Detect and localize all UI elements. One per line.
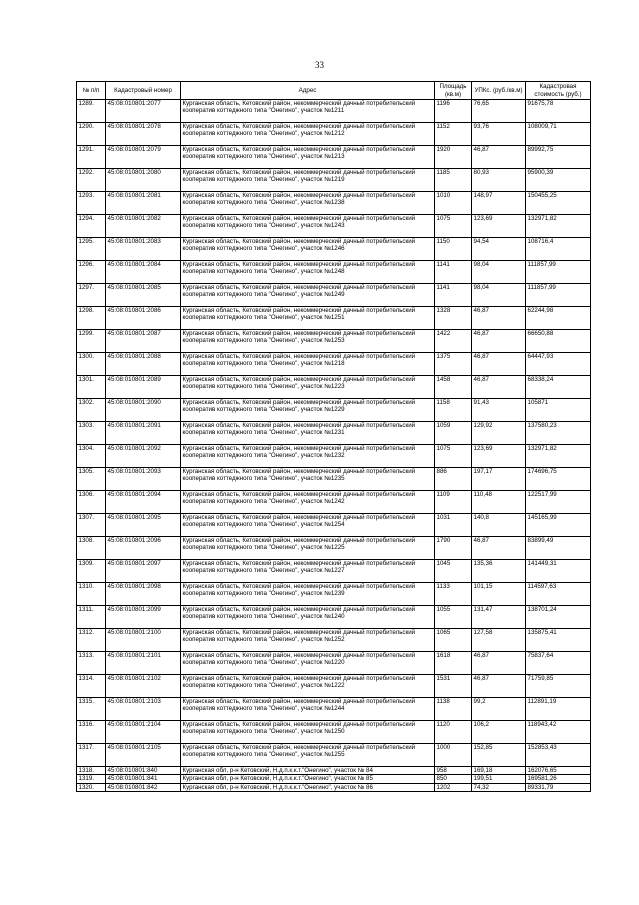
upks-cell: 46,87 xyxy=(472,330,526,353)
row-number-cell: 1302. xyxy=(77,399,106,422)
address-cell: Курганская область, Кетовский район, некоммерческий дачный потребительский кооператив коттеджного типа "Онегино", участок №1243 xyxy=(181,215,435,238)
header-address: Адрес xyxy=(181,82,435,100)
area-cell: 1196 xyxy=(435,100,472,123)
address-cell: Курганская область, Кетовский район, некоммерческий дачный потребительский кооператив коттеджного типа "Онегино", участок №1218 xyxy=(181,353,435,376)
cadastral-number-cell: 45:08:010801:2100 xyxy=(106,629,181,652)
area-cell: 958 xyxy=(435,767,472,775)
row-number-cell: 1308. xyxy=(77,537,106,560)
cadastral-number-cell: 45:08:010801:2087 xyxy=(106,330,181,353)
cadastral-value-cell: 118943,42 xyxy=(526,721,591,744)
upks-cell: 123,69 xyxy=(472,445,526,468)
cadastral-number-cell: 45:08:010801:2097 xyxy=(106,560,181,583)
cadastral-number-cell: 45:08:010801:2099 xyxy=(106,606,181,629)
upks-cell: 46,87 xyxy=(472,537,526,560)
cadastral-value-cell: 112891,19 xyxy=(526,698,591,721)
page-number: 33 xyxy=(315,60,324,70)
upks-cell: 197,17 xyxy=(472,468,526,491)
cadastral-value-cell: 138701,24 xyxy=(526,606,591,629)
address-cell: Курганская область, Кетовский район, некоммерческий дачный потребительский кооператив коттеджного типа "Онегино", участок №1235 xyxy=(181,468,435,491)
area-cell: 850 xyxy=(435,775,472,783)
cadastral-value-cell: 152853,43 xyxy=(526,744,591,767)
cadastral-number-cell: 45:08:010801:2101 xyxy=(106,652,181,675)
address-cell: Курганская область, Кетовский район, некоммерческий дачный потребительский кооператив коттеджного типа "Онегино", участок №1227 xyxy=(181,560,435,583)
table-row xyxy=(77,783,591,791)
table-row xyxy=(77,445,591,468)
upks-cell: 140,8 xyxy=(472,514,526,537)
cadastral-value-cell: 83899,49 xyxy=(526,537,591,560)
table-row xyxy=(77,123,591,146)
table-row xyxy=(77,238,591,261)
area-cell: 1158 xyxy=(435,399,472,422)
row-number-cell: 1298. xyxy=(77,307,106,330)
row-number-cell: 1306. xyxy=(77,491,106,514)
area-cell: 1202 xyxy=(435,783,472,791)
table-row xyxy=(77,721,591,744)
cadastral-number-cell: 45:08:010801:2096 xyxy=(106,537,181,560)
row-number-cell: 1289. xyxy=(77,100,106,123)
upks-cell: 46,87 xyxy=(472,675,526,698)
row-number-cell: 1290. xyxy=(77,123,106,146)
table-row xyxy=(77,376,591,399)
row-number-cell: 1311. xyxy=(77,606,106,629)
row-number-cell: 1303. xyxy=(77,422,106,445)
area-cell: 1133 xyxy=(435,583,472,606)
cadastral-number-cell: 45:08:010801:2104 xyxy=(106,721,181,744)
address-cell: Курганская область, Кетовский район, некоммерческий дачный потребительский кооператив коттеджного типа "Онегино", участок №1220 xyxy=(181,652,435,675)
cadastral-number-cell: 45:08:010801:842 xyxy=(106,783,181,791)
cadastral-value-cell: 141449,31 xyxy=(526,560,591,583)
cadastral-number-cell: 45:08:010801:2080 xyxy=(106,169,181,192)
cadastral-value-cell: 122517,99 xyxy=(526,491,591,514)
row-number-cell: 1320. xyxy=(77,783,106,791)
cadastral-number-cell: 45:08:010801:840 xyxy=(106,767,181,775)
cadastral-value-cell: 108009,71 xyxy=(526,123,591,146)
table-row xyxy=(77,100,591,123)
cadastral-number-cell: 45:08:010801:2103 xyxy=(106,698,181,721)
cadastral-number-cell: 45:08:010801:2084 xyxy=(106,261,181,284)
area-cell: 1055 xyxy=(435,606,472,629)
cadastral-value-cell: 68338,24 xyxy=(526,376,591,399)
cadastral-table xyxy=(76,81,591,792)
address-cell: Курганская область, Кетовский район, некоммерческий дачный потребительский кооператив коттеджного типа "Онегино", участок №1240 xyxy=(181,606,435,629)
row-number-cell: 1309. xyxy=(77,560,106,583)
row-number-cell: 1292. xyxy=(77,169,106,192)
upks-cell: 129,92 xyxy=(472,422,526,445)
cadastral-value-cell: 150455,25 xyxy=(526,192,591,215)
address-cell: Курганская область, Кетовский район, некоммерческий дачный потребительский кооператив коттеджного типа "Онегино", участок №1213 xyxy=(181,146,435,169)
upks-cell: 74,32 xyxy=(472,783,526,791)
cadastral-value-cell: 145165,99 xyxy=(526,514,591,537)
area-cell: 1185 xyxy=(435,169,472,192)
cadastral-number-cell: 45:08:010801:2088 xyxy=(106,353,181,376)
area-cell: 1422 xyxy=(435,330,472,353)
cadastral-number-cell: 45:08:010801:841 xyxy=(106,775,181,783)
cadastral-number-cell: 45:08:010801:2089 xyxy=(106,376,181,399)
cadastral-number-cell: 45:08:010801:2102 xyxy=(106,675,181,698)
table-row xyxy=(77,675,591,698)
area-cell: 1059 xyxy=(435,422,472,445)
cadastral-number-cell: 45:08:010801:2081 xyxy=(106,192,181,215)
area-cell: 1375 xyxy=(435,353,472,376)
row-number-cell: 1293. xyxy=(77,192,106,215)
area-cell: 1618 xyxy=(435,652,472,675)
upks-cell: 91,43 xyxy=(472,399,526,422)
cadastral-number-cell: 45:08:010801:2086 xyxy=(106,307,181,330)
area-cell: 1065 xyxy=(435,629,472,652)
area-cell: 886 xyxy=(435,468,472,491)
header-value: Кадастровая стоимость (руб.) xyxy=(526,82,591,100)
address-cell: Курганская область, Кетовский район, некоммерческий дачный потребительский кооператив коттеджного типа "Онегино", участок №1223 xyxy=(181,376,435,399)
table-row xyxy=(77,491,591,514)
area-cell: 1141 xyxy=(435,261,472,284)
address-cell: Курганская область, Кетовский район, некоммерческий дачный потребительский кооператив коттеджного типа "Онегино", участок №1242 xyxy=(181,491,435,514)
cadastral-value-cell: 169581,26 xyxy=(526,775,591,783)
row-number-cell: 1318. xyxy=(77,767,106,775)
upks-cell: 99,2 xyxy=(472,698,526,721)
upks-cell: 98,04 xyxy=(472,284,526,307)
table-row xyxy=(77,468,591,491)
cadastral-number-cell: 45:08:010801:2079 xyxy=(106,146,181,169)
cadastral-value-cell: 111857,99 xyxy=(526,284,591,307)
row-number-cell: 1313. xyxy=(77,652,106,675)
table-row xyxy=(77,169,591,192)
row-number-cell: 1314. xyxy=(77,675,106,698)
row-number-cell: 1316. xyxy=(77,721,106,744)
table-row xyxy=(77,537,591,560)
cadastral-number-cell: 45:08:010801:2093 xyxy=(106,468,181,491)
area-cell: 1109 xyxy=(435,491,472,514)
cadastral-number-cell: 45:08:010801:2092 xyxy=(106,445,181,468)
area-cell: 1328 xyxy=(435,307,472,330)
area-cell: 1531 xyxy=(435,675,472,698)
row-number-cell: 1299. xyxy=(77,330,106,353)
row-number-cell: 1300. xyxy=(77,353,106,376)
upks-cell: 169,18 xyxy=(472,767,526,775)
header-num: № п/п xyxy=(77,82,106,100)
table-row xyxy=(77,353,591,376)
address-cell: Курганская область, Кетовский район, некоммерческий дачный потребительский кооператив коттеджного типа "Онегино", участок №1231 xyxy=(181,422,435,445)
address-cell: Курганская область, Кетовский район, некоммерческий дачный потребительский кооператив коттеджного типа "Онегино", участок №1238 xyxy=(181,192,435,215)
cadastral-number-cell: 45:08:010801:2090 xyxy=(106,399,181,422)
table-header-row xyxy=(77,82,591,100)
table-row xyxy=(77,560,591,583)
address-cell: Курганская область, Кетовский район, некоммерческий дачный потребительский кооператив коттеджного типа "Онегино", участок №1211 xyxy=(181,100,435,123)
address-cell: Курганская область, Кетовский район, некоммерческий дачный потребительский кооператив коттеджного типа "Онегино", участок №1219 xyxy=(181,169,435,192)
table-row xyxy=(77,215,591,238)
table-row xyxy=(77,146,591,169)
row-number-cell: 1296. xyxy=(77,261,106,284)
upks-cell: 135,36 xyxy=(472,560,526,583)
cadastral-value-cell: 132971,82 xyxy=(526,445,591,468)
upks-cell: 101,15 xyxy=(472,583,526,606)
cadastral-number-cell: 45:08:010801:2083 xyxy=(106,238,181,261)
upks-cell: 46,87 xyxy=(472,353,526,376)
upks-cell: 46,87 xyxy=(472,146,526,169)
cadastral-value-cell: 66650,88 xyxy=(526,330,591,353)
table-row xyxy=(77,775,591,783)
table-row xyxy=(77,629,591,652)
table-row xyxy=(77,307,591,330)
row-number-cell: 1315. xyxy=(77,698,106,721)
table-row xyxy=(77,514,591,537)
upks-cell: 131,47 xyxy=(472,606,526,629)
upks-cell: 46,87 xyxy=(472,307,526,330)
row-number-cell: 1301. xyxy=(77,376,106,399)
address-cell: Курганская область, Кетовский район, некоммерческий дачный потребительский кооператив коттеджного типа "Онегино", участок №1250 xyxy=(181,721,435,744)
table-row xyxy=(77,606,591,629)
cadastral-value-cell: 135875,41 xyxy=(526,629,591,652)
address-cell: Курганская обл, р-н Кетовский, Н.д.п.к.к.т."Онегино", участок № 86 xyxy=(181,783,435,791)
cadastral-number-cell: 45:08:010801:2077 xyxy=(106,100,181,123)
address-cell: Курганская область, Кетовский район, некоммерческий дачный потребительский кооператив коттеджного типа "Онегино", участок №1212 xyxy=(181,123,435,146)
table-row xyxy=(77,698,591,721)
header-area: Площадь (кв.м) xyxy=(435,82,472,100)
row-number-cell: 1307. xyxy=(77,514,106,537)
area-cell: 1045 xyxy=(435,560,472,583)
address-cell: Курганская область, Кетовский район, некоммерческий дачный потребительский кооператив коттеджного типа "Онегино", участок №1255 xyxy=(181,744,435,767)
cadastral-value-cell: 64447,93 xyxy=(526,353,591,376)
cadastral-value-cell: 89992,75 xyxy=(526,146,591,169)
cadastral-value-cell: 62244,98 xyxy=(526,307,591,330)
row-number-cell: 1319. xyxy=(77,775,106,783)
area-cell: 1458 xyxy=(435,376,472,399)
table-row xyxy=(77,767,591,775)
cadastral-number-cell: 45:08:010801:2095 xyxy=(106,514,181,537)
area-cell: 1075 xyxy=(435,445,472,468)
cadastral-value-cell: 114597,63 xyxy=(526,583,591,606)
cadastral-number-cell: 45:08:010801:2082 xyxy=(106,215,181,238)
cadastral-value-cell: 132971,82 xyxy=(526,215,591,238)
table-row xyxy=(77,422,591,445)
row-number-cell: 1294. xyxy=(77,215,106,238)
cadastral-number-cell: 45:08:010801:2098 xyxy=(106,583,181,606)
area-cell: 1152 xyxy=(435,123,472,146)
table-row xyxy=(77,192,591,215)
upks-cell: 106,2 xyxy=(472,721,526,744)
upks-cell: 46,87 xyxy=(472,652,526,675)
cadastral-value-cell: 75837,64 xyxy=(526,652,591,675)
header-upks: УПКс. (руб./кв.м) xyxy=(472,82,526,100)
cadastral-number-cell: 45:08:010801:2085 xyxy=(106,284,181,307)
cadastral-value-cell: 71759,85 xyxy=(526,675,591,698)
area-cell: 1141 xyxy=(435,284,472,307)
table-row xyxy=(77,652,591,675)
upks-cell: 93,76 xyxy=(472,123,526,146)
area-cell: 1920 xyxy=(435,146,472,169)
table-row xyxy=(77,744,591,767)
address-cell: Курганская область, Кетовский район, некоммерческий дачный потребительский кооператив коттеджного типа "Онегино", участок №1251 xyxy=(181,307,435,330)
address-cell: Курганская область, Кетовский район, некоммерческий дачный потребительский кооператив коттеджного типа "Онегино", участок №1246 xyxy=(181,238,435,261)
table-row xyxy=(77,399,591,422)
cadastral-value-cell: 174696,75 xyxy=(526,468,591,491)
cadastral-value-cell: 108716,4 xyxy=(526,238,591,261)
upks-cell: 98,04 xyxy=(472,261,526,284)
cadastral-number-cell: 45:08:010801:2091 xyxy=(106,422,181,445)
table-row xyxy=(77,261,591,284)
address-cell: Курганская область, Кетовский район, некоммерческий дачный потребительский кооператив коттеджного типа "Онегино", участок №1229 xyxy=(181,399,435,422)
address-cell: Курганская область, Кетовский район, некоммерческий дачный потребительский кооператив коттеджного типа "Онегино", участок №1254 xyxy=(181,514,435,537)
area-cell: 1031 xyxy=(435,514,472,537)
area-cell: 1150 xyxy=(435,238,472,261)
address-cell: Курганская область, Кетовский район, некоммерческий дачный потребительский кооператив коттеджного типа "Онегино", участок №1232 xyxy=(181,445,435,468)
upks-cell: 123,69 xyxy=(472,215,526,238)
cadastral-value-cell: 95900,39 xyxy=(526,169,591,192)
area-cell: 1120 xyxy=(435,721,472,744)
row-number-cell: 1297. xyxy=(77,284,106,307)
area-cell: 1000 xyxy=(435,744,472,767)
upks-cell: 199,51 xyxy=(472,775,526,783)
upks-cell: 80,93 xyxy=(472,169,526,192)
area-cell: 1138 xyxy=(435,698,472,721)
cadastral-number-cell: 45:08:010801:2094 xyxy=(106,491,181,514)
area-cell: 1075 xyxy=(435,215,472,238)
header-cadastral: Кадастровый номер xyxy=(106,82,181,100)
row-number-cell: 1312. xyxy=(77,629,106,652)
upks-cell: 46,87 xyxy=(472,376,526,399)
cadastral-number-cell: 45:08:010801:2105 xyxy=(106,744,181,767)
row-number-cell: 1291. xyxy=(77,146,106,169)
table-row xyxy=(77,330,591,353)
cadastral-value-cell: 162076,65 xyxy=(526,767,591,775)
address-cell: Курганская обл, р-н Кетовский, Н.д.п.к.к.т."Онегино", участок № 85 xyxy=(181,775,435,783)
cadastral-value-cell: 137580,23 xyxy=(526,422,591,445)
address-cell: Курганская область, Кетовский район, некоммерческий дачный потребительский кооператив коттеджного типа "Онегино", участок №1253 xyxy=(181,330,435,353)
upks-cell: 127,58 xyxy=(472,629,526,652)
cadastral-value-cell: 89331,79 xyxy=(526,783,591,791)
address-cell: Курганская область, Кетовский район, некоммерческий дачный потребительский кооператив коттеджного типа "Онегино", участок №1222 xyxy=(181,675,435,698)
cadastral-value-cell: 91675,78 xyxy=(526,100,591,123)
address-cell: Курганская область, Кетовский район, некоммерческий дачный потребительский кооператив коттеджного типа "Онегино", участок №1244 xyxy=(181,698,435,721)
area-cell: 1010 xyxy=(435,192,472,215)
table-row xyxy=(77,583,591,606)
row-number-cell: 1295. xyxy=(77,238,106,261)
row-number-cell: 1317. xyxy=(77,744,106,767)
row-number-cell: 1304. xyxy=(77,445,106,468)
address-cell: Курганская область, Кетовский район, некоммерческий дачный потребительский кооператив коттеджного типа "Онегино", участок №1252 xyxy=(181,629,435,652)
address-cell: Курганская область, Кетовский район, некоммерческий дачный потребительский кооператив коттеджного типа "Онегино", участок №1249 xyxy=(181,284,435,307)
address-cell: Курганская область, Кетовский район, некоммерческий дачный потребительский кооператив коттеджного типа "Онегино", участок №1248 xyxy=(181,261,435,284)
upks-cell: 152,85 xyxy=(472,744,526,767)
upks-cell: 148,97 xyxy=(472,192,526,215)
row-number-cell: 1305. xyxy=(77,468,106,491)
upks-cell: 76,65 xyxy=(472,100,526,123)
area-cell: 1790 xyxy=(435,537,472,560)
address-cell: Курганская область, Кетовский район, некоммерческий дачный потребительский кооператив коттеджного типа "Онегино", участок №1225 xyxy=(181,537,435,560)
cadastral-number-cell: 45:08:010801:2078 xyxy=(106,123,181,146)
cadastral-value-cell: 105871 xyxy=(526,399,591,422)
table-row xyxy=(77,284,591,307)
address-cell: Курганская область, Кетовский район, некоммерческий дачный потребительский кооператив коттеджного типа "Онегино", участок №1239 xyxy=(181,583,435,606)
address-cell: Курганская обл, р-н Кетовский, Н.д.п.к.к.т."Онегино", участок № 84 xyxy=(181,767,435,775)
cadastral-value-cell: 111857,99 xyxy=(526,261,591,284)
upks-cell: 94,54 xyxy=(472,238,526,261)
row-number-cell: 1310. xyxy=(77,583,106,606)
upks-cell: 110,48 xyxy=(472,491,526,514)
